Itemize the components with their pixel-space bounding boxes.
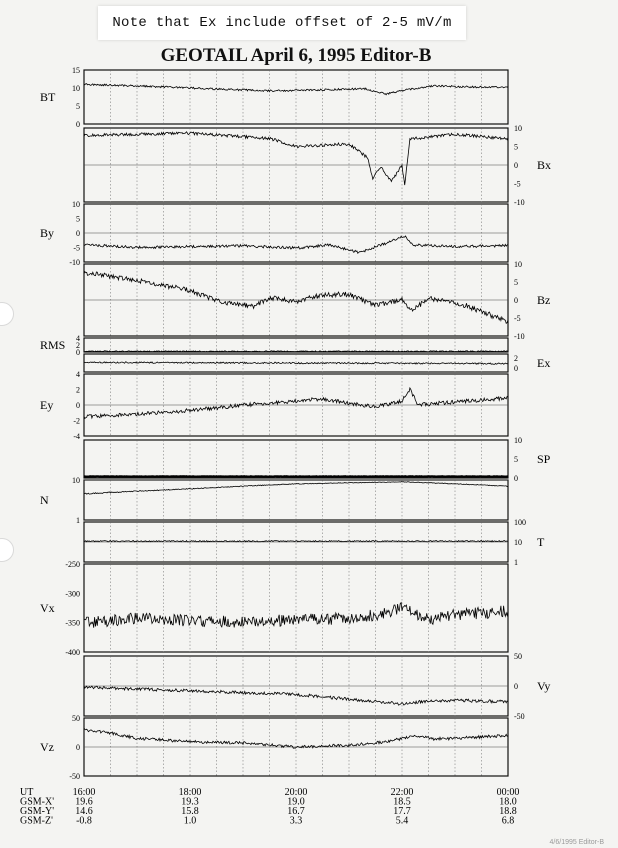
y-tick-label: -10 [69, 258, 80, 267]
series-vz [84, 728, 508, 748]
y-tick-label: -400 [65, 648, 80, 657]
y-tick-label: 2 [76, 385, 80, 395]
y-tick-label: 2 [76, 341, 80, 350]
y-tick-label: -4 [73, 432, 80, 441]
panel-label-n: N [40, 493, 49, 507]
offset-note: Note that Ex include offset of 2-5 mV/m [98, 6, 466, 40]
orbit-value: 1.0 [183, 815, 197, 827]
footer-text: 4/6/1995 Editor-B [549, 839, 604, 846]
y-tick-label: 4 [76, 334, 80, 343]
y-tick-label: 10 [514, 124, 522, 133]
y-tick-label: 5 [514, 455, 518, 464]
panel-label-ex: Ex [537, 356, 551, 370]
y-tick-label: -50 [514, 712, 525, 721]
orbit-value: 17.7 [393, 806, 411, 817]
y-tick-label: 10 [514, 538, 522, 547]
y-tick-label: -5 [514, 179, 521, 189]
chart-title: GEOTAIL April 6, 1995 Editor-B [160, 45, 432, 66]
y-tick-label: 0 [76, 229, 80, 238]
panel-label-t: T [537, 535, 545, 549]
y-tick-label: -2 [73, 416, 80, 426]
panel-label-bt: BT [40, 90, 56, 104]
orbit-value: 19.0 [287, 796, 305, 808]
orbit-value: 18.5 [393, 796, 411, 808]
y-tick-label: 0 [76, 401, 80, 410]
panel-label-ey: Ey [40, 398, 54, 412]
y-tick-label: 0 [514, 296, 518, 305]
x-tick-label: 00:00 [496, 787, 520, 798]
orbit-row-label: GSM-Z' [20, 815, 53, 827]
y-tick-label: -10 [514, 332, 525, 341]
y-tick-label: 15 [72, 66, 80, 75]
y-tick-label: 0 [514, 474, 518, 483]
y-tick-label: 100 [514, 518, 526, 527]
y-tick-label: 10 [72, 476, 80, 485]
y-tick-label: 5 [514, 278, 518, 287]
panel-label-sp: SP [537, 452, 551, 466]
y-tick-label: 5 [76, 214, 80, 224]
panel-label-bz: Bz [537, 293, 551, 307]
orbit-value: 14.6 [75, 806, 93, 817]
y-tick-label: 1 [514, 558, 518, 567]
panel-label-vy: Vy [537, 679, 551, 693]
y-tick-label: 0 [76, 120, 80, 129]
y-tick-label: 10 [514, 260, 522, 269]
orbit-value: 19.6 [75, 796, 93, 808]
orbit-value: 5.4 [395, 815, 409, 827]
panel-label-vx: Vx [40, 601, 55, 615]
y-tick-label: 5 [514, 142, 518, 152]
orbit-value: 3.3 [289, 815, 303, 827]
y-tick-label: -10 [514, 198, 525, 207]
y-tick-label: -5 [73, 243, 80, 253]
x-tick-label: 20:00 [284, 787, 308, 798]
x-tick-label: 18:00 [178, 787, 202, 798]
y-tick-label: 10 [514, 436, 522, 445]
panel-frame-n [84, 480, 508, 520]
y-tick-label: 5 [76, 102, 80, 111]
y-tick-label: 0 [76, 348, 80, 357]
orbit-value: 16.7 [287, 806, 305, 817]
y-tick-label: 1 [76, 516, 80, 525]
y-tick-label: 50 [514, 652, 522, 661]
y-tick-label: -350 [65, 618, 80, 628]
panel-label-vz: Vz [40, 740, 54, 754]
y-tick-label: 0 [514, 364, 518, 373]
orbit-value: 15.8 [181, 806, 199, 817]
panel-label-bx: Bx [537, 158, 552, 172]
panel-label-by: By [40, 226, 55, 240]
y-tick-label: 0 [76, 743, 80, 752]
orbit-value: 19.3 [181, 796, 199, 808]
ut-label: UT [20, 787, 34, 798]
y-tick-label: 0 [514, 161, 518, 170]
x-tick-label: 16:00 [72, 787, 96, 798]
orbit-value: 18.8 [499, 806, 517, 817]
panel-label-rms: RMS [40, 338, 66, 352]
y-tick-label: 50 [72, 714, 80, 723]
series-t [84, 541, 508, 542]
orbit-value: 6.8 [501, 815, 515, 827]
orbit-row-label: GSM-X' [20, 796, 55, 808]
y-tick-label: -250 [65, 560, 80, 569]
y-tick-label: -300 [65, 589, 80, 599]
orbit-value: 18.0 [499, 796, 517, 808]
y-tick-label: -5 [514, 314, 521, 323]
orbit-row-label: GSM-Y' [20, 806, 55, 817]
y-tick-label: 4 [76, 370, 80, 379]
y-tick-label: 0 [514, 682, 518, 691]
orbit-value: -0.8 [76, 815, 92, 827]
y-tick-label: 10 [72, 200, 80, 209]
y-tick-label: 10 [72, 84, 80, 93]
y-tick-label: -50 [69, 772, 80, 781]
y-tick-label: 2 [514, 354, 518, 363]
x-tick-label: 22:00 [390, 787, 414, 798]
